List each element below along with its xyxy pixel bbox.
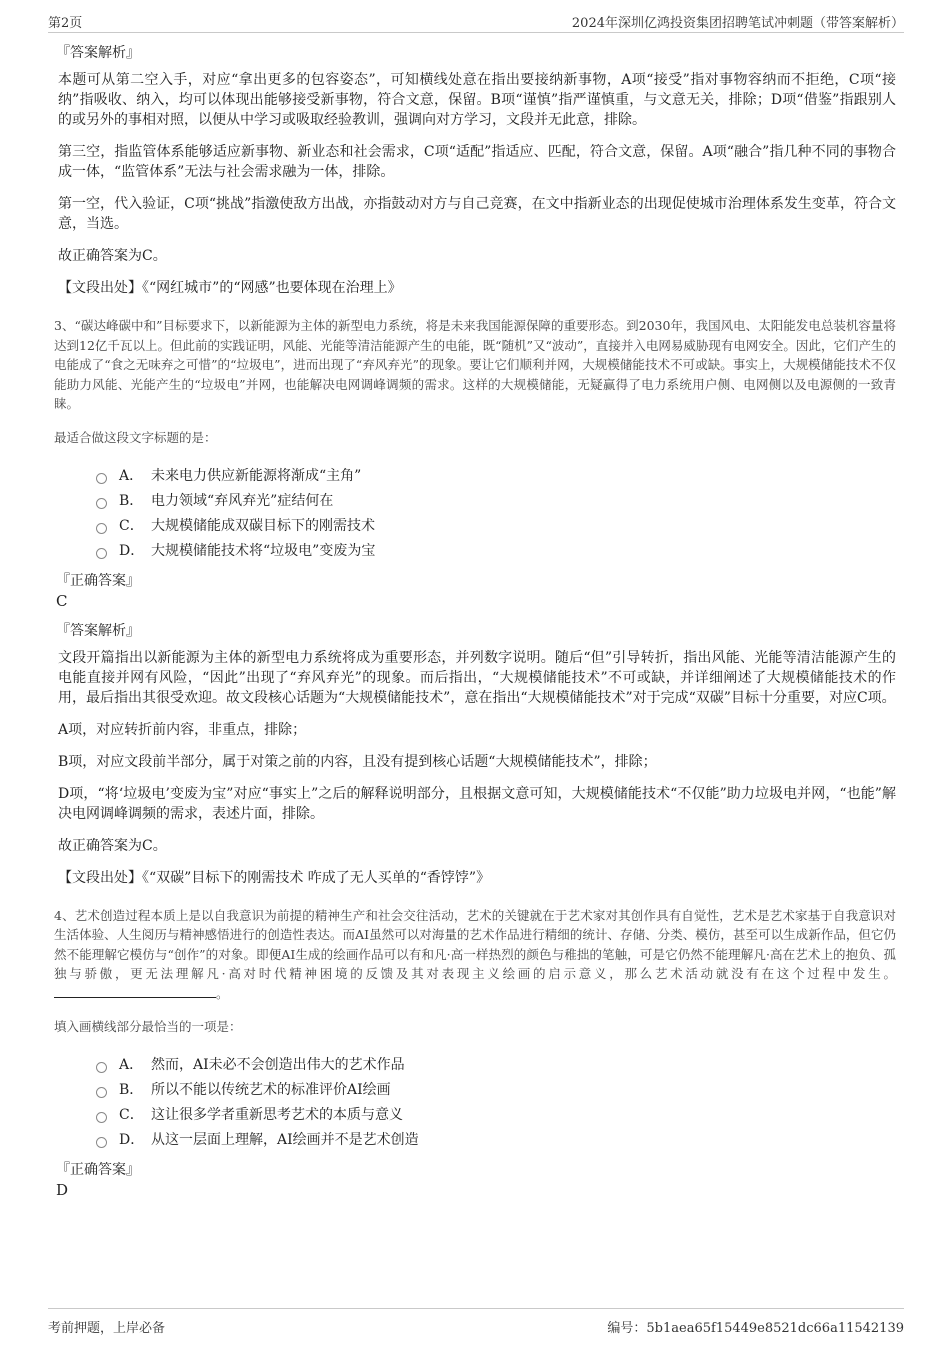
- source-citation: 【文段出处】《“双碳”目标下的刚需技术 咋成了无人买单的“香饽饽”》: [58, 869, 491, 886]
- radio-icon[interactable]: [96, 498, 107, 509]
- radio-icon[interactable]: [96, 1112, 107, 1123]
- radio-icon[interactable]: [96, 1137, 107, 1148]
- question-prompt: 填入画横线部分最恰当的一项是：: [54, 1019, 242, 1034]
- analysis-paragraph: B项，对应文段前半部分，属于对策之前的内容，且没有提到核心话题“大规模储能技术”，排除；: [58, 753, 657, 770]
- option-a[interactable]: [96, 464, 896, 489]
- option-letter: C．: [119, 1107, 144, 1123]
- option-text: 未来电力供应新能源将渐成“主角”: [151, 467, 362, 484]
- radio-icon[interactable]: [96, 473, 107, 484]
- option-letter: D．: [119, 542, 145, 559]
- radio-icon[interactable]: [96, 1087, 107, 1098]
- radio-icon[interactable]: [96, 548, 107, 559]
- option-d[interactable]: [96, 539, 896, 564]
- analysis-paragraph: 第一空，代入验证，C项“挑战”指激使敌方出战，亦指鼓动对方与自己竞赛，在文中指新业态的出现促使城市治理体系发生变革，符合文意，当选。: [58, 196, 896, 232]
- option-letter: A．: [119, 467, 144, 484]
- analysis-label: 『答案解析』: [56, 622, 140, 639]
- document-title: 2024年深圳亿鸿投资集团招聘笔试冲刺题（带答案解析）: [571, 16, 904, 31]
- analysis-paragraph: 文段开篇指出以新能源为主体的新型电力系统将成为重要形态，并列数字说明。随后“但”引导转折，指出风能、光能等清洁能源产生的电能直接并网有风险，“因此”出现了“弃风弃光”的现象。而后指出，“大规模储能技术”不可或缺，并详细阐述了大规模储能技术的作用，最后指出其很受欢迎。故文段核心话题为“大规模储能技术”，意在指出“大规模储能技术”对于完成“双碳”目标十分重要，对应C项。: [58, 649, 896, 706]
- option-text: 大规模储能成双碳目标下的刚需技术: [151, 517, 375, 534]
- option-letter: C．: [119, 517, 144, 534]
- analysis-conclusion: 故正确答案为C。: [58, 248, 167, 264]
- question-3: [56, 316, 896, 888]
- answer-label: 『正确答案』: [56, 572, 140, 589]
- correct-answer: C: [56, 591, 68, 610]
- option-text: 从这一层面上理解，AI绘画并不是艺术创造: [151, 1132, 419, 1148]
- radio-icon[interactable]: [96, 523, 107, 534]
- option-letter: B．: [119, 492, 144, 509]
- option-c[interactable]: [96, 514, 896, 539]
- correct-answer: D: [56, 1181, 69, 1199]
- analysis-paragraph: 第三空，指监管体系能够适应新事物、新业态和社会需求，C项“适配”指适应、匹配，符合文意，保留。A项“融合”指几种不同的事物合成一体，“监管体系”无法与社会需求融为一体，排除。: [58, 144, 896, 180]
- option-letter: D．: [119, 1132, 145, 1148]
- answer-label: 『正确答案』: [56, 1162, 140, 1178]
- option-b[interactable]: [96, 489, 896, 514]
- option-letter: A．: [119, 1057, 144, 1073]
- option-c[interactable]: [96, 1103, 896, 1128]
- question-4: [56, 906, 896, 1200]
- question-prompt: 最适合做这段文字标题的是：: [54, 429, 217, 445]
- option-d[interactable]: [96, 1128, 896, 1153]
- options-list: [96, 464, 896, 564]
- page-content: [56, 42, 896, 1209]
- options-list: [96, 1053, 896, 1153]
- footer-slogan: 考前押题，上岸必备: [48, 1321, 166, 1336]
- option-text: 电力领域“弃风弃光”症结何在: [151, 492, 334, 509]
- document-id: 编号：5b1aea65f15449e8521dc66a11542139: [607, 1321, 904, 1336]
- option-text: 然而，AI未必不会创造出伟大的艺术作品: [151, 1057, 405, 1073]
- page-number: 第2页: [48, 16, 83, 31]
- source-citation: 【文段出处】《“网红城市”的“网感”也要体现在治理上》: [58, 280, 402, 296]
- option-letter: B．: [119, 1082, 144, 1098]
- question-text: [54, 906, 896, 1004]
- question-body: 4、艺术创造过程本质上是以自我意识为前提的精神生产和社会交往活动，艺术的关键就在于艺术家对其创作具有自觉性，艺术是艺术家基于自我意识对生活体验、人生阅历与精神感悟进行的创造性表达。而AI虽然可以对海量的艺术作品进行精细的统计、存储、分类、模仿，甚至可以生成新作品，但它仍然不能理解它模仿与“创作”的对象。即便AI生成的绘画作品可以有和凡·高一样热烈的颜色与稚拙的笔触，可是它仍然不能理解凡·高在艺术上的抱负、孤独与骄傲，更无法理解凡·高对时代精神困境的反馈及其对表现主义绘画的启示意义，那么艺术活动就没有在这个过程中发生。: [54, 907, 896, 981]
- page-header: [48, 8, 904, 33]
- question-text: 3、“碳达峰碳中和”目标要求下，以新能源为主体的新型电力系统，将是未来我国能源保障的重要形态。到2030年，我国风电、太阳能发电总装机容量将达到12亿千瓦以上。但此前的实践证明，风能、光能等清洁能源产生的电能，既“随机”又“波动”，直接并入电网易威胁现有电网安全。因此，它们产生的电能成了“食之无味弃之可惜”的“垃圾电”，进而出现了“弃风弃光”的现象。要让它们顺利并网，大规模储能技术不可或缺。事实上，大规模储能技术不仅能助力风能、光能产生的“垃圾电”并网，也能解决电网调峰调频的需求。这样的大规模储能，无疑赢得了电力系统用户侧、电网侧以及电源侧的一致青睐。: [54, 318, 896, 411]
- option-a[interactable]: [96, 1053, 896, 1078]
- analysis-paragraph: 本题可从第二空入手，对应“拿出更多的包容姿态”，可知横线处意在指出要接纳新事物，A项“接受”指对事物容纳而不拒绝，C项“接纳”指吸收、纳入，均可以体现出能够接受新事物，符合文意，保留。B项“谨慎”指严谨慎重，与文意无关，排除；D项“借鉴”指跟别人的或另外的事相对照，以便从中学习或吸取经验教训，强调向对方学习，文段并无此意，排除。: [58, 72, 896, 128]
- radio-icon[interactable]: [96, 1062, 107, 1073]
- fill-blank: [54, 985, 216, 998]
- analysis-conclusion: 故正确答案为C。: [58, 837, 167, 854]
- analysis-label: 『答案解析』: [56, 45, 140, 61]
- analysis-paragraph: D项，“将‘垃圾电’变废为宝”对应“事实上”之后的解释说明部分，且根据文意可知，大规模储能技术“不仅能”助力垃圾电并网，“也能”解决电网调峰调频的需求，表述片面，排除。: [58, 785, 896, 822]
- analysis-paragraph: A项，对应转折前内容，非重点，排除；: [58, 721, 307, 738]
- question-end: 。: [216, 985, 229, 1001]
- option-b[interactable]: [96, 1078, 896, 1103]
- page-footer: [48, 1308, 904, 1339]
- option-text: 这让很多学者重新思考艺术的本质与意义: [151, 1107, 403, 1123]
- option-text: 所以不能以传统艺术的标准评价AI绘画: [151, 1082, 391, 1098]
- option-text: 大规模储能技术将“垃圾电”变废为宝: [151, 542, 376, 559]
